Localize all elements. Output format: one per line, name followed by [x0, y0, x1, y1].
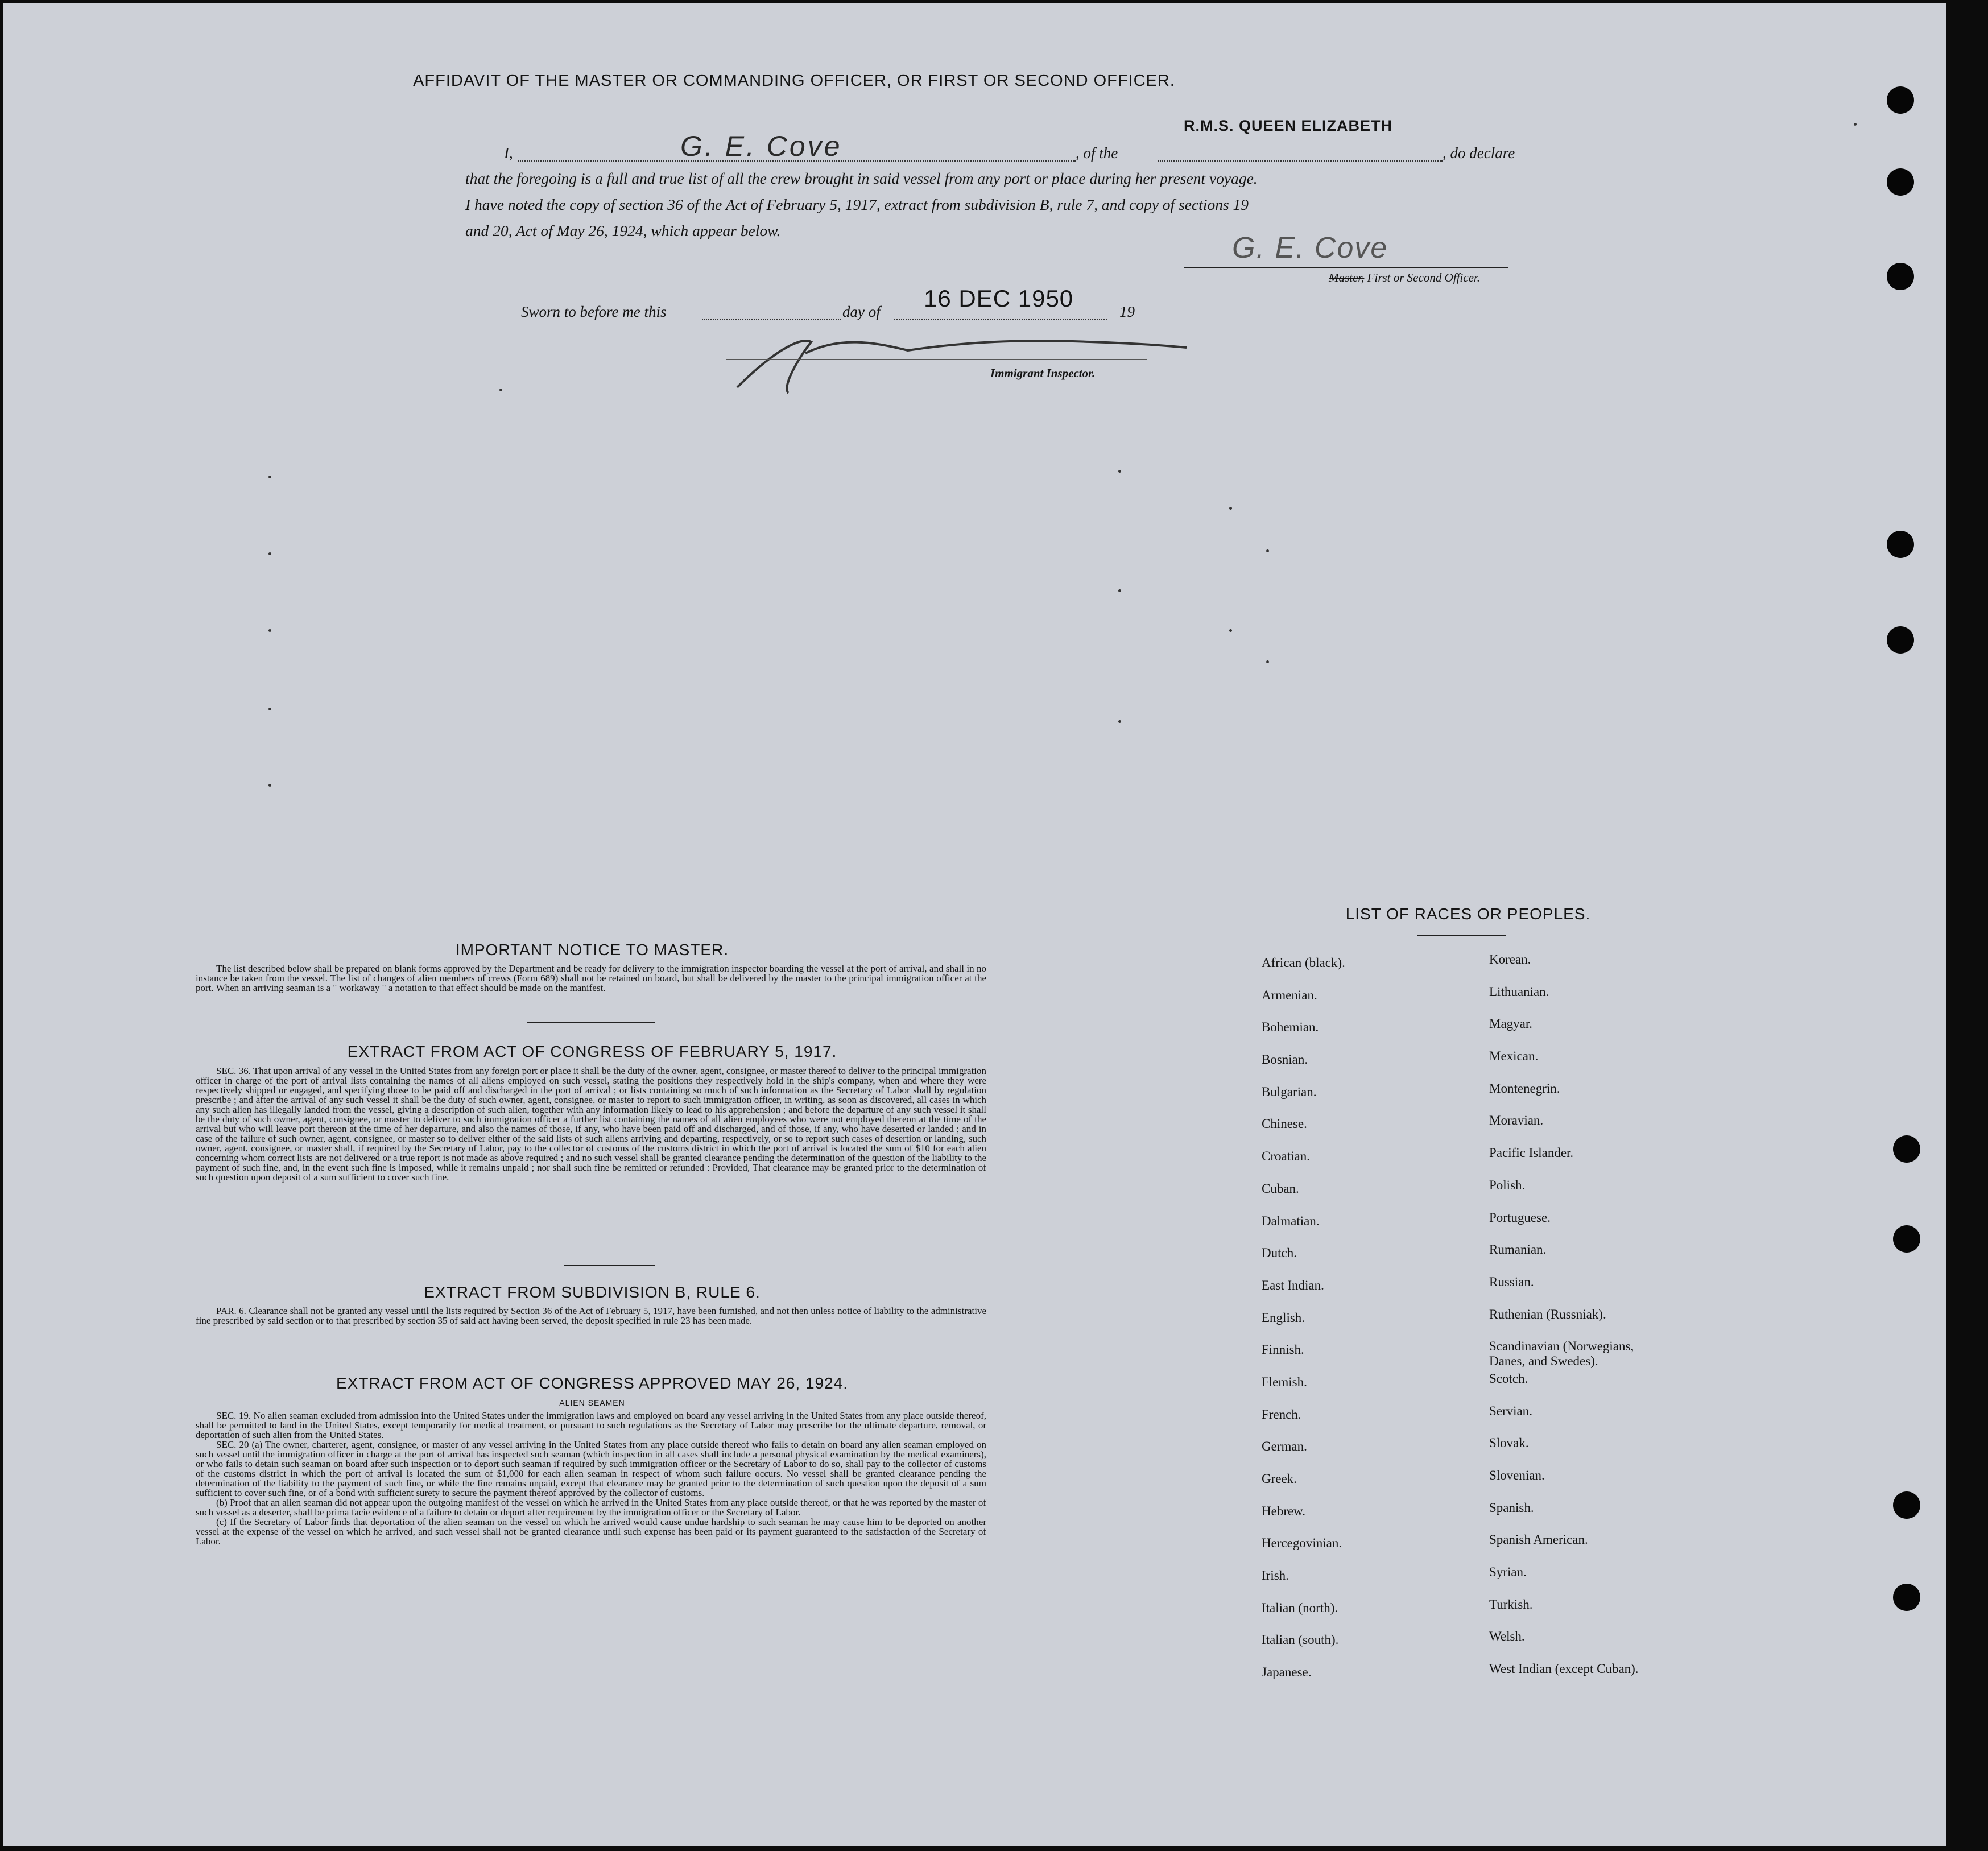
race-item: Polish. — [1489, 1177, 1526, 1192]
declarant-name-handwritten: G. E. Cove — [680, 130, 842, 162]
race-item: Ruthenian (Russniak). — [1489, 1307, 1606, 1321]
speck — [1118, 589, 1121, 592]
race-item: Hercegovinian. — [1262, 1536, 1342, 1551]
race-item: East Indian. — [1262, 1278, 1324, 1292]
speck — [499, 389, 502, 391]
master-signature-line — [1184, 267, 1508, 268]
binding-hole — [1893, 1584, 1920, 1611]
race-item: Finnish. — [1262, 1342, 1304, 1357]
extract-1924-text — [196, 1411, 986, 1546]
sec-20b-text: (b) Proof that an alien seaman did not appear upon the outgoing manifest of the vessel on which he arrived in the United States from any place outside thereof, or that he was reported by the master of such vessel as a deserter, shall be prima facie evidence of a failure to detain or deport after requirement by the immigration officer or the Secretary of Labor. — [196, 1497, 986, 1518]
race-item: Slovak. — [1489, 1436, 1529, 1451]
vessel-name: R.M.S. QUEEN ELIZABETH — [1184, 117, 1393, 134]
race-item: Bosnian. — [1262, 1052, 1308, 1067]
speck — [268, 784, 271, 787]
notice-text: The list described below shall be prepared on blank forms approved by the Department and be ready for delivery to the immigration inspector boarding the vessel at the port of arrival, and shall in no instance be taken from the vessel. The list of changes of alien members of crews (Form 689) shall not be retained on board, but shall be delivered by the master to the principal immigration officer at the port. When an arriving seaman is a " workaway " a notation to that effect should be made on the manifest. — [196, 963, 986, 993]
affidavit-title: AFFIDAVIT OF THE MASTER OR COMMANDING OFFICER, OR FIRST OR SECOND OFFICER. — [413, 72, 1175, 90]
race-item: Greek. — [1262, 1472, 1297, 1486]
binding-hole — [1887, 168, 1914, 196]
race-item: Pacific Islander. — [1489, 1146, 1574, 1160]
race-item: English. — [1262, 1310, 1305, 1325]
extract-1917-heading: EXTRACT FROM ACT OF CONGRESS OF FEBRUARY 5, 1917. — [347, 1043, 837, 1060]
speck — [268, 476, 271, 478]
year-prefix: 19 — [1119, 303, 1135, 320]
master-caption-rest: First or Second Officer. — [1364, 271, 1480, 284]
race-item: Irish. — [1262, 1568, 1289, 1583]
race-item: Japanese. — [1262, 1665, 1312, 1680]
race-item: Mexican. — [1489, 1049, 1539, 1064]
master-signature: G. E. Cove — [1232, 232, 1388, 265]
vessel-line — [1158, 160, 1443, 162]
binding-hole — [1893, 1225, 1920, 1253]
race-item: West Indian (except Cuban). — [1489, 1662, 1639, 1676]
race-item: Turkish. — [1489, 1597, 1533, 1612]
race-item: Welsh. — [1489, 1629, 1525, 1644]
sec-20a-text: SEC. 20 (a) The owner, charterer, agent, consignee, or master of any vessel arriving in the United States from any place outside thereof who fails to detain on board any alien seaman employed on such vessel until the immigration officer in charge at the port of arrival has inspected such seaman (which inspection in all cases shall include a personal physical examination by the medical examiners), or who fails to detain such seaman on board after such inspection or to deport such seaman if required by such immigration officer or the Secretary of Labor to do so, shall pay to the collector of customs of the customs district in which the port of arrival is located the sum of $1,000 for each alien seaman in respect of whom such failure occurs. No vessel shall be granted clearance pending the determination of the liability to the payment of such fine, or while the fine remains unpaid, except that clearance may be granted prior to the determination of such question upon the deposit of a sum sufficient to cover such fine, or of a bond with sufficient surety to secure the payment thereof approved by the collector of customs. — [196, 1439, 986, 1498]
document-page — [3, 3, 1946, 1846]
race-item: Lithuanian. — [1489, 984, 1549, 999]
affidavit-body-line-4: and 20, Act of May 26, 1924, which appear below. — [465, 222, 781, 239]
sec-19-text: SEC. 19. No alien seaman excluded from admission into the United States under the immigration laws and employed on board any vessel arriving in the United States from any place outside thereof, shall be permitted to land in the United States, except temporarily for medical treatment, or pursuant to such regulations as the Secretary of Labor may prescribe for the ultimate departure, removal, or deportation of such alien from the United States. — [196, 1410, 986, 1440]
race-item: Dalmatian. — [1262, 1213, 1320, 1228]
date-stamp: 16 DEC 1950 — [924, 285, 1074, 312]
race-item: Spanish. — [1489, 1500, 1534, 1515]
inspector-signature-line — [726, 359, 1147, 360]
affidavit-body-line-2: that the foregoing is a full and true list of all the crew brought in said vessel from any port or place during her present voyage. — [465, 170, 1258, 187]
inspector-caption: Immigrant Inspector. — [990, 366, 1096, 380]
speck — [1229, 507, 1232, 510]
extract-rule6-heading: EXTRACT FROM SUBDIVISION B, RULE 6. — [424, 1283, 761, 1301]
races-left-column — [1262, 956, 1345, 1697]
race-item: Croatian. — [1262, 1149, 1310, 1164]
extract-1917-divider — [564, 1265, 655, 1266]
race-item: Chinese. — [1262, 1117, 1307, 1131]
speck — [1118, 720, 1121, 723]
alien-seamen-subheading: ALIEN SEAMEN — [559, 1398, 625, 1407]
race-item: Cuban. — [1262, 1181, 1299, 1196]
extract-rule6-text: PAR. 6. Clearance shall not be granted any vessel until the lists required by Section 36 of the Act of February 5, 1917, have been furnished, and not then unless notice of liability to the administrative fine prescribed by said section or to that prescribed by section 35 of said act having been served, the deposit specified in rule 23 has been made. — [196, 1305, 986, 1326]
race-item: Italian (north). — [1262, 1600, 1338, 1615]
races-heading: LIST OF RACES OR PEOPLES. — [1345, 905, 1591, 923]
race-item: Korean. — [1489, 952, 1531, 966]
races-divider — [1417, 935, 1506, 936]
race-item: Italian (south). — [1262, 1633, 1339, 1647]
declaration-prefix: I, — [504, 144, 513, 162]
races-right-column — [1489, 952, 1639, 1694]
binding-hole — [1893, 1135, 1920, 1163]
race-item: Hebrew. — [1262, 1503, 1306, 1518]
race-item: Magyar. — [1489, 1017, 1533, 1031]
binding-hole — [1887, 626, 1914, 654]
race-item: Armenian. — [1262, 988, 1317, 1002]
race-item: Scandinavian (Norwegians, Danes, and Swedes). — [1489, 1339, 1634, 1369]
master-caption — [1329, 271, 1480, 285]
race-item: Scotch. — [1489, 1371, 1528, 1386]
race-item: Moravian. — [1489, 1113, 1544, 1128]
race-item: Flemish. — [1262, 1374, 1307, 1389]
sec-20c-text: (c) If the Secretary of Labor finds that deportation of the alien seaman on the vessel on which he arrived would cause undue hardship to such seaman he may cause him to be deported on another vessel at the expense of the vessel on which he arrived, and such vessel shall not be granted clearance until such expense has been paid or its payment guaranteed to the satisfaction of the Secretary of Labor. — [196, 1517, 986, 1547]
race-item: Russian. — [1489, 1274, 1534, 1289]
of-the-label: , of the — [1076, 144, 1118, 162]
binding-hole — [1887, 86, 1914, 114]
binding-hole — [1893, 1491, 1920, 1519]
speck — [1854, 123, 1857, 126]
speck — [1266, 660, 1269, 663]
speck — [268, 552, 271, 555]
race-item: French. — [1262, 1407, 1301, 1422]
race-item: African (black). — [1262, 956, 1345, 970]
declare-label: , do declare — [1443, 144, 1515, 162]
speck — [1118, 470, 1121, 473]
speck — [1266, 549, 1269, 552]
affidavit-body-line-3: I have noted the copy of section 36 of the Act of February 5, 1917, extract from subdivision B, rule 7, and copy of sections 19 — [465, 196, 1249, 213]
race-item: Slovenian. — [1489, 1468, 1545, 1482]
race-item: Montenegrin. — [1489, 1081, 1560, 1096]
race-item: Dutch. — [1262, 1246, 1297, 1261]
binding-hole — [1887, 531, 1914, 558]
race-item: German. — [1262, 1439, 1307, 1454]
notice-heading: IMPORTANT NOTICE TO MASTER. — [455, 941, 729, 958]
race-item: Rumanian. — [1489, 1242, 1547, 1257]
extract-1917-text: SEC. 36. That upon arrival of any vessel in the United States from any foreign port or place it shall be the duty of the owner, agent, consignee, or master thereof to deliver to the principal immigration officer in charge of the port of arrival lists containing the names of all aliens employed on such vessel, stating the positions they respectively hold in the ship's company, when and where they were respectively shipped or engaged, and specifying those to be paid off and discharged in the port of arrival ; or lists containing so much of such information as the Secretary of Labor shall by regulation prescribe ; and after the arrival of any such vessel it shall be the duty of such owner, agent, consignee, or master to report to such immigration officer, in writing, as soon as discovered, all cases in which any such alien has illegally landed from the vessel, giving a description of such alien, together with any information likely to lead to his apprehension ; and before the departure of any such vessel it shall be the duty of such owner, agent, consignee, or master to deliver to such immigration officer a further list containing the names of all alien employees who were not employed thereon at the time of the arrival but who will leave port thereon at the time of her departure, and also the names of those, if any, who have been paid off and discharged, and of those, if any, who have deserted or landed ; and in case of the failure of such owner, agent, consignee, or master so to deliver either of the said lists of such aliens arriving and departing, respectively, or so to report such cases of desertion or landing, such owner, agent, consignee, or master shall, if required by the Secretary of Labor, pay to the collector of customs of the customs district in which the port of arrival is located the sum of $10 for each alien concerning whom correct lists are not delivered or a true report is not made as above required ; and no such vessel shall be granted clearance pending the determination of the question of the liability to the payment of such fine, and, in the event such fine is imposed, while it remains unpaid ; nor shall such fine be remitted or refunded : Provided, That clearance may be granted prior to the determination of such question upon deposit of a sum sufficient to cover such fine. — [196, 1065, 986, 1183]
race-item: Portuguese. — [1489, 1210, 1551, 1225]
speck — [268, 629, 271, 632]
binding-hole — [1887, 263, 1914, 290]
master-caption-struck: Master, — [1329, 271, 1365, 284]
speck — [1229, 629, 1232, 632]
speck — [268, 708, 271, 710]
race-item: Spanish American. — [1489, 1532, 1588, 1547]
sworn-label: Sworn to before me this — [521, 303, 667, 320]
race-item: Bohemian. — [1262, 1020, 1319, 1035]
extract-1924-heading: EXTRACT FROM ACT OF CONGRESS APPROVED MAY 26, 1924. — [336, 1374, 849, 1392]
day-of-label: day of — [842, 303, 881, 320]
race-item: Servian. — [1489, 1403, 1533, 1418]
race-item: Syrian. — [1489, 1565, 1527, 1580]
race-item: Bulgarian. — [1262, 1084, 1317, 1099]
notice-divider — [527, 1022, 655, 1023]
